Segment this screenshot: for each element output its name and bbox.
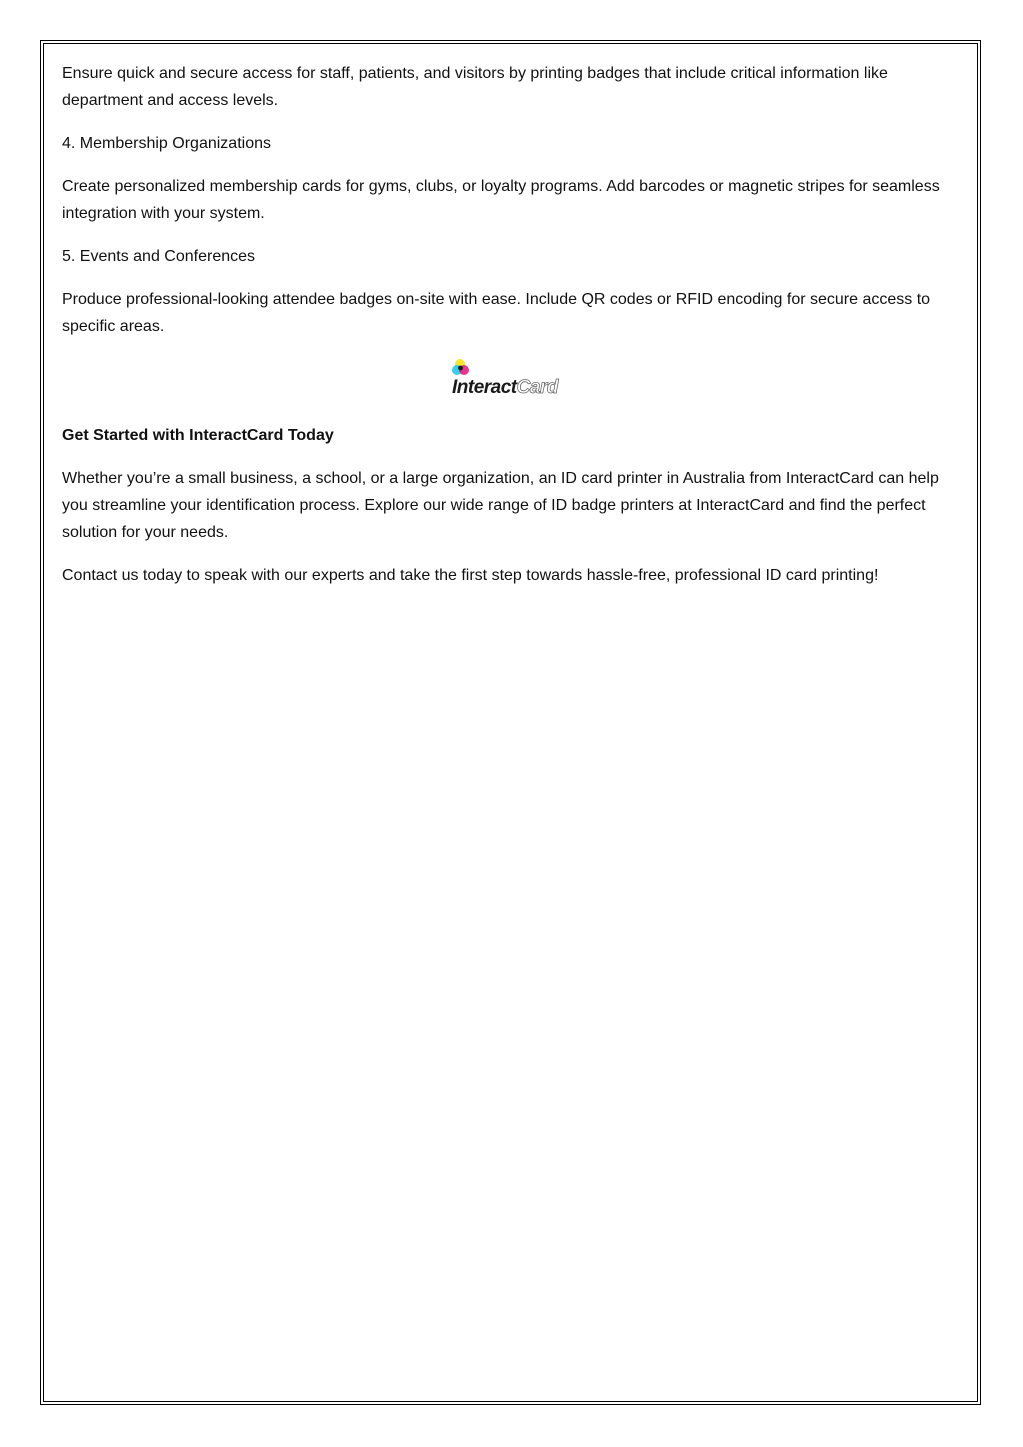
subheading-events-conferences: 5. Events and Conferences bbox=[62, 248, 256, 265]
document-body bbox=[62, 60, 962, 605]
paragraph-get-started: Whether you’re a small business, a school, or a large organization, an ID card printer in Australia from InteractCard can help you streamline your identification process. Explore our wide range of ID badge printers at InteractCard and find the perfect solution for your needs. bbox=[62, 470, 939, 541]
paragraph-healthcare-access: Ensure quick and secure access for staff, patients, and visitors by printing badges that include critical information like department and access levels. bbox=[62, 65, 888, 109]
paragraph-contact-us: Contact us today to speak with our experts and take the first step towards hassle-free, professional ID card printing! bbox=[62, 567, 879, 584]
logo-wordmark bbox=[452, 377, 558, 399]
subheading-membership-organizations: 4. Membership Organizations bbox=[62, 135, 271, 152]
section-heading: Get Started with InteractCard Today bbox=[62, 427, 334, 444]
logo-word-card: Card bbox=[516, 377, 558, 398]
logo-container bbox=[62, 358, 962, 404]
paragraph-attendee-badges: Produce professional-looking attendee badges on-site with ease. Include QR codes or RFID encoding for secure access to specific areas. bbox=[62, 291, 931, 335]
interactcard-logo bbox=[452, 358, 572, 404]
logo-word-interact: Interact bbox=[452, 377, 517, 398]
paragraph-membership-cards: Create personalized membership cards for gyms, clubs, or loyalty programs. Add barcodes or magnetic stripes for seamless integration with your system. bbox=[62, 178, 940, 222]
